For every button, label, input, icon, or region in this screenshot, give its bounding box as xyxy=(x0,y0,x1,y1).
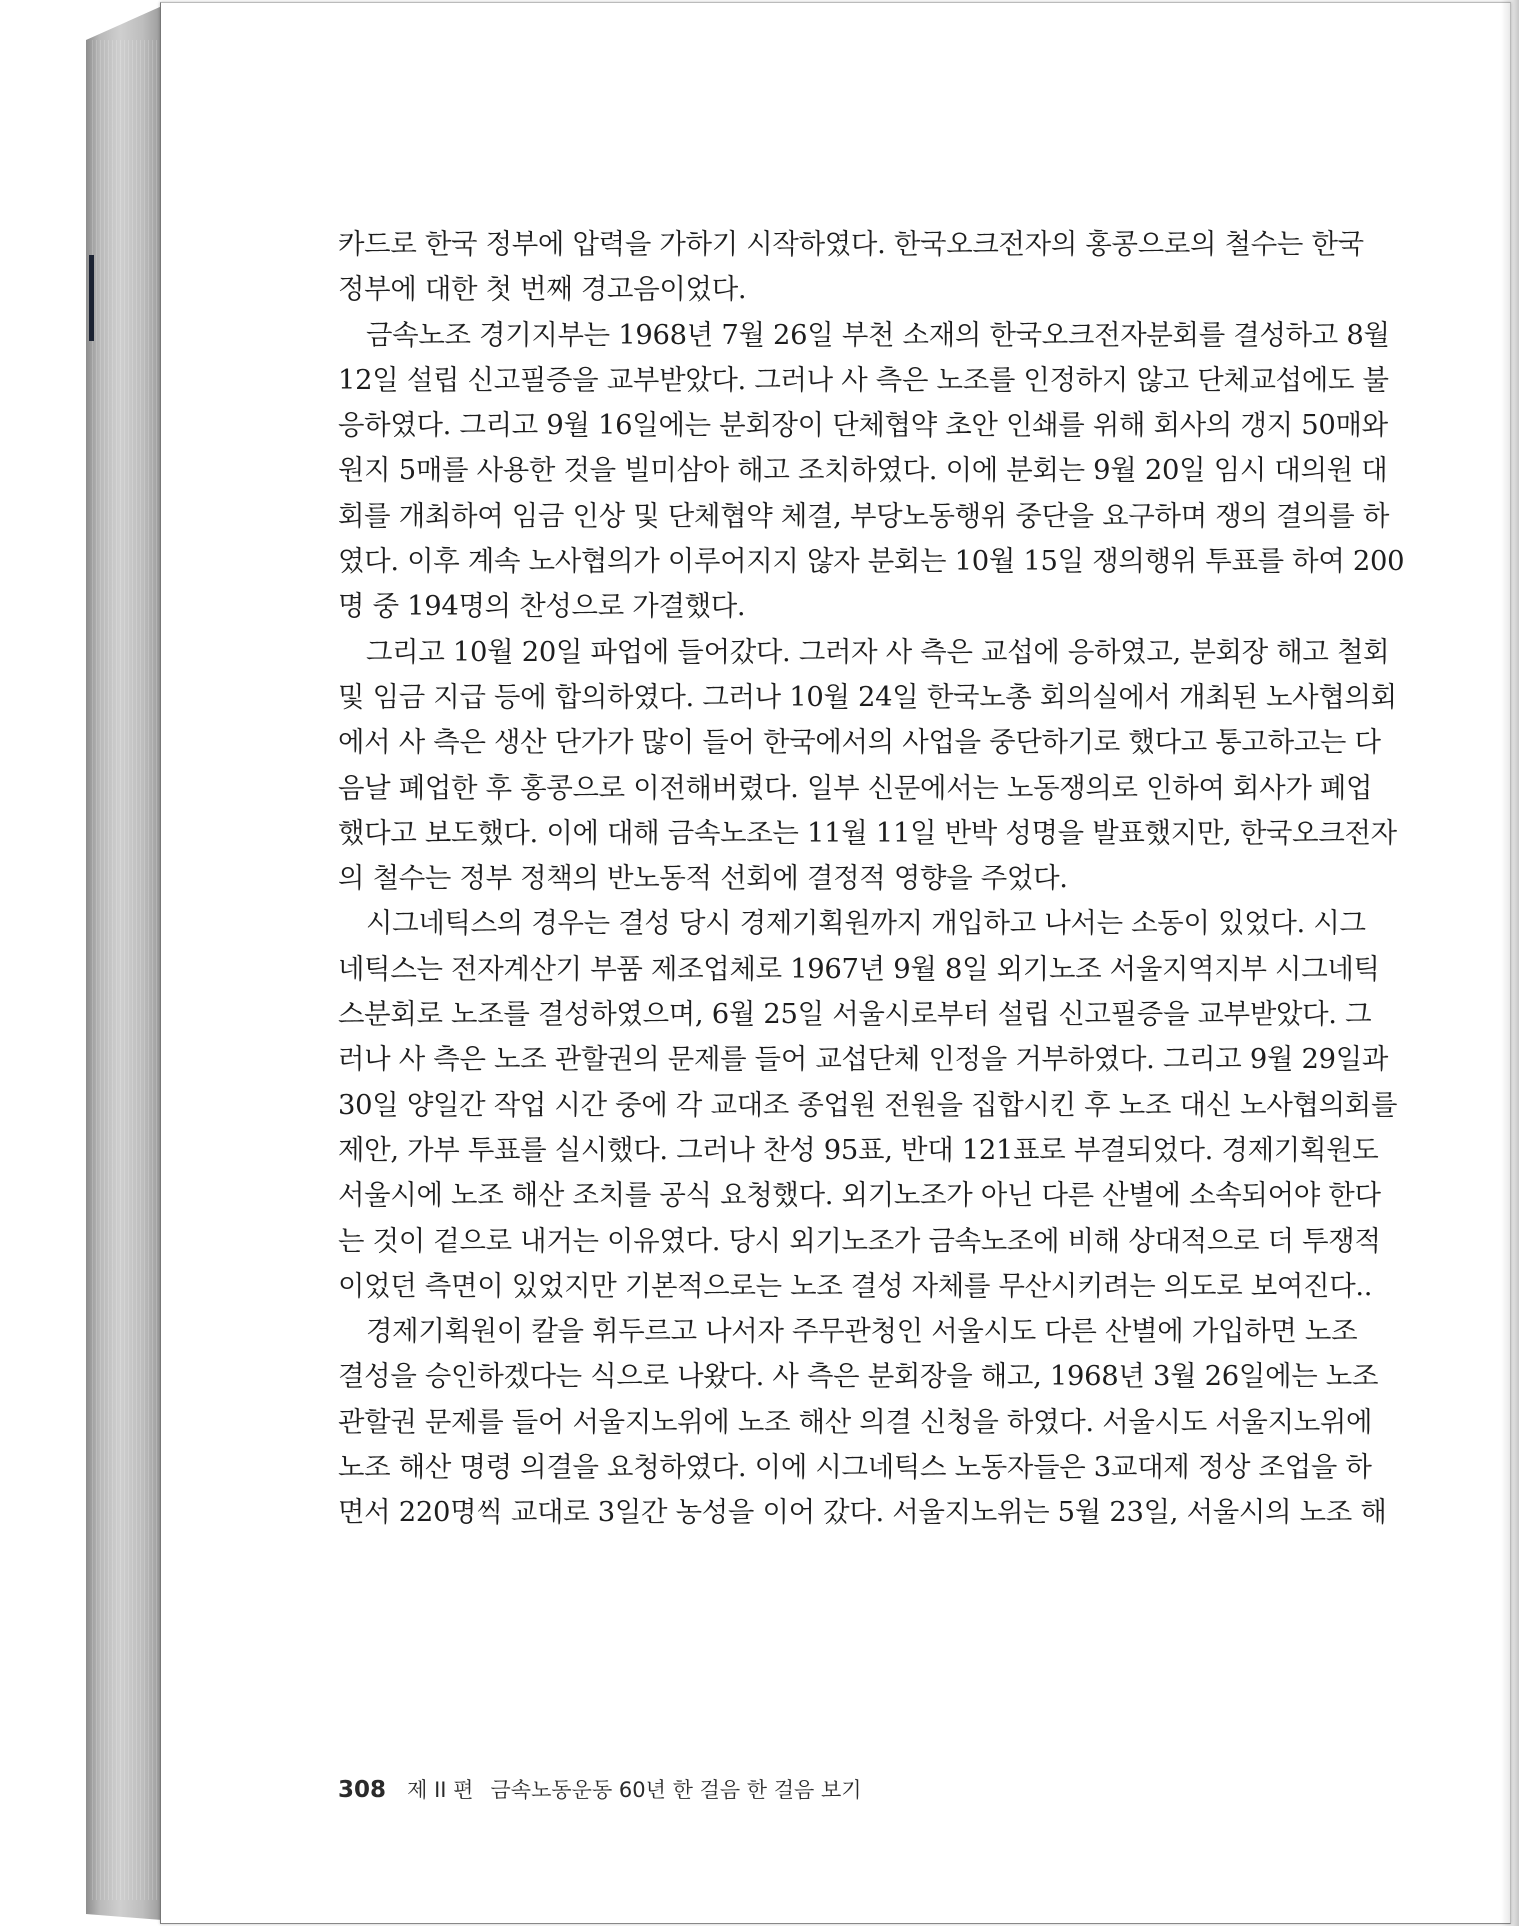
text-line: 결성을 승인하겠다는 식으로 나왔다. 사 측은 분회장을 해고, 1968년 3월 26일에는 노조 xyxy=(338,1361,1379,1393)
text-line: 시그네틱스의 경우는 결성 당시 경제기획원까지 개입하고 나서는 소동이 있었다. 시그 xyxy=(366,908,1366,940)
text-line: 했다고 보도했다. 이에 대해 금속노조는 11월 11일 반박 성명을 발표했지만, 한국오크전자 xyxy=(338,817,1397,849)
text-line: 카드로 한국 정부에 압력을 가하기 시작하였다. 한국오크전자의 홍콩으로의 철수는 한국 xyxy=(338,229,1364,260)
running-title: 금속노동운동 60년 한 걸음 한 걸음 보기 xyxy=(490,1778,862,1802)
text-line: 회를 개최하여 임금 인상 및 단체협약 체결, 부당노동행위 중단을 요구하며 쟁의 결의를 하 xyxy=(338,500,1390,532)
body-text xyxy=(338,222,1405,1536)
page-edge-texture xyxy=(92,40,158,1900)
page-footer xyxy=(338,1774,862,1804)
text-line: 였다. 이후 계속 노사협의가 이루어지지 않자 분회는 10월 15일 쟁의행위 투표를 하여 200 xyxy=(338,546,1405,578)
text-line: 의 철수는 정부 정책의 반노동적 선회에 결정적 영향을 주었다. xyxy=(338,863,1068,895)
page-number: 308 xyxy=(338,1777,387,1803)
text-line: 그리고 10월 20일 파업에 들어갔다. 그러자 사 측은 교섭에 응하였고, 분회장 해고 철회 xyxy=(366,636,1390,668)
bookmark-ribbon xyxy=(89,255,94,341)
text-line: 서울시에 노조 해산 조치를 공식 요청했다. 외기노조가 아닌 다른 산별에 소속되어야 한다 xyxy=(338,1180,1381,1212)
text-line: 에서 사 측은 생산 단가가 많이 들어 한국에서의 사업을 중단하기로 했다고 통고하고는 다 xyxy=(338,727,1381,759)
text-line: 경제기획원이 칼을 휘두르고 나서자 주무관청인 서울시도 다른 산별에 가입하면 노조 xyxy=(366,1316,1358,1348)
text-line: 이었던 측면이 있었지만 기본적으로는 노조 결성 자체를 무산시키려는 의도로 보여진다.. xyxy=(338,1270,1373,1302)
text-line: 응하였다. 그리고 9월 16일에는 분회장이 단체협약 초안 인쇄를 위해 회사의 갱지 50매와 xyxy=(338,410,1388,442)
text-line: 정부에 대한 첫 번째 경고음이었다. xyxy=(338,274,747,306)
text-line: 명 중 194명의 찬성으로 가결했다. xyxy=(338,591,746,623)
text-line: 금속노조 경기지부는 1968년 7월 26일 부천 소재의 한국오크전자분회를 결성하고 8월 xyxy=(366,319,1390,351)
text-line: 제안, 가부 투표를 실시했다. 그러나 찬성 95표, 반대 121표로 부결되었다. 경제기획원도 xyxy=(338,1134,1379,1166)
part-label: 제 II 편 xyxy=(407,1778,474,1802)
text-line: 는 것이 겉으로 내거는 이유였다. 당시 외기노조가 금속노조에 비해 상대적으로 더 투쟁적 xyxy=(338,1225,1381,1257)
text-line: 면서 220명씩 교대로 3일간 농성을 이어 갔다. 서울지노위는 5월 23일, 서울시의 노조 해 xyxy=(338,1497,1387,1529)
text-line: 스분회로 노조를 결성하였으며, 6월 25일 서울시로부터 설립 신고필증을 교부받았다. 그 xyxy=(338,999,1372,1031)
text-line: 러나 사 측은 노조 관할권의 문제를 들어 교섭단체 인정을 거부하였다. 그리고 9월 29일과 xyxy=(338,1044,1389,1076)
text-line: 음날 폐업한 후 홍콩으로 이전해버렸다. 일부 신문에서는 노동쟁의로 인하여 회사가 폐업 xyxy=(338,772,1373,804)
text-line: 및 임금 지급 등에 합의하였다. 그러나 10월 24일 한국노총 회의실에서 개최된 노사협의회 xyxy=(338,681,1397,713)
text-line: 노조 해산 명령 의결을 요청하였다. 이에 시그네틱스 노동자들은 3교대제 정상 조업을 하 xyxy=(338,1452,1372,1484)
text-line: 원지 5매를 사용한 것을 빌미삼아 해고 조치하였다. 이에 분회는 9월 20일 임시 대의원 대 xyxy=(338,455,1388,487)
text-line: 네틱스는 전자계산기 부품 제조업체로 1967년 9월 8일 외기노조 서울지역지부 시그네틱 xyxy=(338,953,1380,985)
gutter-shadow xyxy=(1501,0,1519,1926)
text-line: 관할권 문제를 들어 서울지노위에 노조 해산 의결 신청을 하였다. 서울시도 서울지노위에 xyxy=(338,1406,1373,1438)
text-line: 30일 양일간 작업 시간 중에 각 교대조 종업원 전원을 집합시킨 후 노조 대신 노사협의회를 xyxy=(338,1089,1398,1121)
text-line: 12일 설립 신고필증을 교부받았다. 그러나 사 측은 노조를 인정하지 않고 단체교섭에도 불 xyxy=(338,364,1389,396)
